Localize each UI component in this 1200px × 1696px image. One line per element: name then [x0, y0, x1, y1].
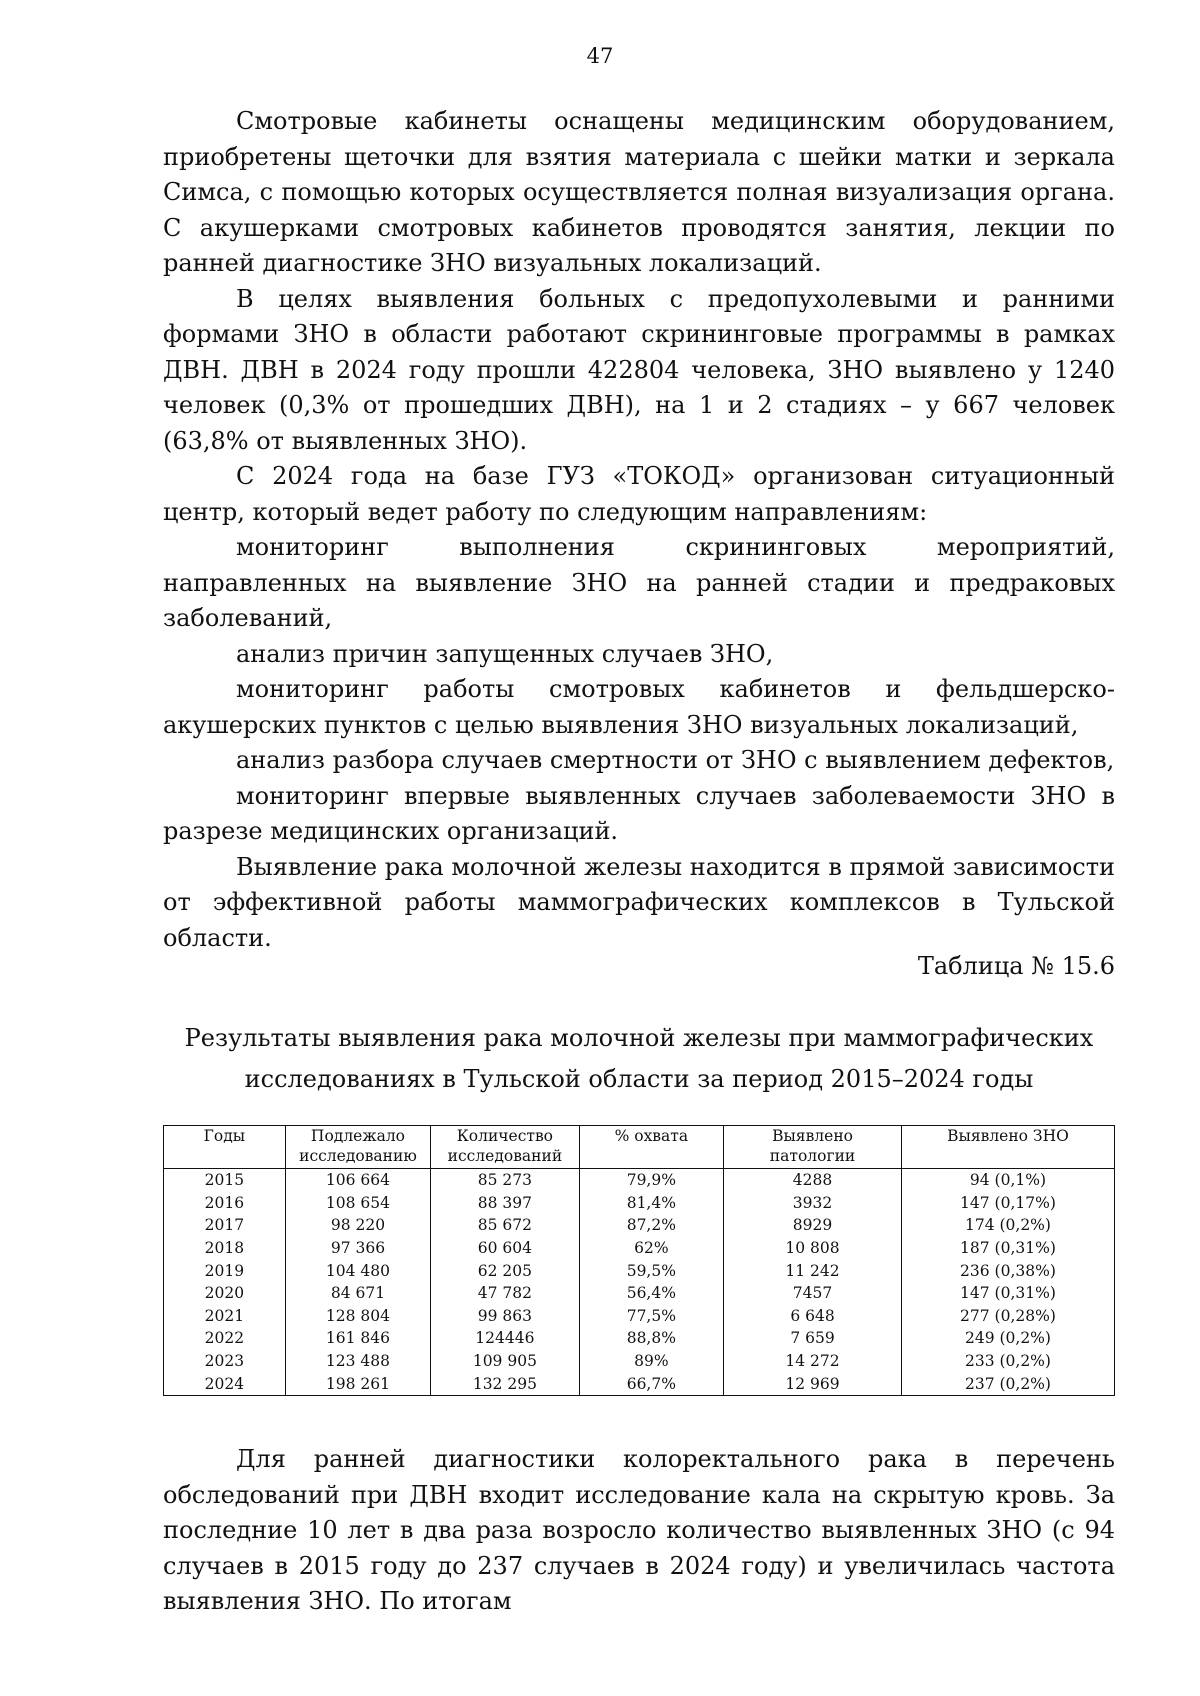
table-row: [164, 1305, 1115, 1328]
cell-year: 2018: [164, 1237, 286, 1260]
cell-subject: 104 480: [285, 1259, 431, 1282]
cell-year: 2021: [164, 1305, 286, 1328]
cell-malignancy: 249 (0,2%): [901, 1327, 1114, 1350]
paragraph-colorectal: Для ранней диагностики колоректального рака в перечень обследований при ДВН входит исследование кала на скрытую кровь. За последние 10 лет в два раза возросло количество выявленных ЗНО (с 94 случаев в 2015 году до 237 случаев в 2024 году) и увеличилась частота выявления ЗНО. По итогам: [163, 1445, 1115, 1615]
cell-subject: 98 220: [285, 1214, 431, 1237]
cell-coverage: 77,5%: [579, 1305, 724, 1328]
cell-malignancy: 233 (0,2%): [901, 1350, 1114, 1373]
table-row: [164, 1350, 1115, 1373]
list-item-analysis-causes: анализ причин запущенных случаев ЗНО,: [236, 639, 774, 668]
cell-count: 109 905: [431, 1350, 579, 1373]
cell-subject: 106 664: [285, 1169, 431, 1192]
list-item-monitoring-screening: мониторинг выполнения скрининговых мероприятий, направленных на выявление ЗНО на ранней стадии и предраковых заболеваний,: [163, 533, 1115, 632]
cell-subject: 161 846: [285, 1327, 431, 1350]
cell-year: 2015: [164, 1169, 286, 1192]
cell-pathology: 3932: [724, 1192, 902, 1215]
cell-malignancy: 187 (0,31%): [901, 1237, 1114, 1260]
cell-coverage: 66,7%: [579, 1372, 724, 1395]
cell-subject: 108 654: [285, 1192, 431, 1215]
table-header-row: [164, 1126, 1115, 1169]
table-row: [164, 1259, 1115, 1282]
cell-coverage: 87,2%: [579, 1214, 724, 1237]
header-years: Годы: [164, 1126, 286, 1169]
cell-count: 132 295: [431, 1372, 579, 1395]
cell-count: 124446: [431, 1327, 579, 1350]
list-item-monitoring-cabinets: мониторинг работы смотровых кабинетов и фельдшерско-акушерских пунктов с целью выявления ЗНО визуальных локализаций,: [163, 675, 1115, 739]
table-title-line: исследованиях в Тульской области за период 2015–2024 годы: [244, 1065, 1034, 1093]
cell-coverage: 81,4%: [579, 1192, 724, 1215]
cell-pathology: 6 648: [724, 1305, 902, 1328]
paragraph-equipment: Смотровые кабинеты оснащены медицинским оборудованием, приобретены щеточки для взятия материала с шейки матки и зеркала Симса, с помощью которых осуществляется полная визуализация органа. С акушерками смотровых кабинетов проводятся занятия, лекции по ранней диагностике ЗНО визуальных локализаций.: [163, 107, 1115, 277]
table-label: Таблица № 15.6: [917, 952, 1115, 980]
table-row: [164, 1237, 1115, 1260]
header-pathology: Выявлено патологии: [724, 1126, 902, 1169]
cell-count: 88 397: [431, 1192, 579, 1215]
cell-year: 2016: [164, 1192, 286, 1215]
cell-coverage: 62%: [579, 1237, 724, 1260]
list-item-analysis-mortality: анализ разбора случаев смертности от ЗНО с выявлением дефектов,: [236, 746, 1115, 774]
cell-year: 2023: [164, 1350, 286, 1373]
header-coverage: % охвата: [579, 1126, 724, 1169]
cell-count: 99 863: [431, 1305, 579, 1328]
cell-coverage: 89%: [579, 1350, 724, 1373]
cell-year: 2020: [164, 1282, 286, 1305]
cell-pathology: 4288: [724, 1169, 902, 1192]
cell-pathology: 8929: [724, 1214, 902, 1237]
cell-pathology: 14 272: [724, 1350, 902, 1373]
cell-malignancy: 94 (0,1%): [901, 1169, 1114, 1192]
table-title-line: Результаты выявления рака молочной железы при маммографических: [184, 1024, 1094, 1052]
table-row: [164, 1214, 1115, 1237]
table-row: [164, 1192, 1115, 1215]
cell-subject: 128 804: [285, 1305, 431, 1328]
cell-count: 60 604: [431, 1237, 579, 1260]
cell-malignancy: 147 (0,17%): [901, 1192, 1114, 1215]
cell-pathology: 7457: [724, 1282, 902, 1305]
cell-year: 2024: [164, 1372, 286, 1395]
cell-subject: 198 261: [285, 1372, 431, 1395]
table-title: [163, 1018, 1115, 1100]
mammography-results-table: [163, 1125, 1115, 1396]
cell-pathology: 11 242: [724, 1259, 902, 1282]
cell-malignancy: 277 (0,28%): [901, 1305, 1114, 1328]
cell-pathology: 12 969: [724, 1372, 902, 1395]
cell-malignancy: 174 (0,2%): [901, 1214, 1114, 1237]
cell-count: 85 273: [431, 1169, 579, 1192]
cell-subject: 84 671: [285, 1282, 431, 1305]
table-row: [164, 1327, 1115, 1350]
body-text-top: [163, 104, 1115, 956]
cell-coverage: 79,9%: [579, 1169, 724, 1192]
cell-count: 62 205: [431, 1259, 579, 1282]
table-row: [164, 1372, 1115, 1395]
cell-coverage: 88,8%: [579, 1327, 724, 1350]
cell-coverage: 56,4%: [579, 1282, 724, 1305]
table-row: [164, 1169, 1115, 1192]
table-row: [164, 1282, 1115, 1305]
cell-malignancy: 147 (0,31%): [901, 1282, 1114, 1305]
header-malignancy: Выявлено ЗНО: [901, 1126, 1114, 1169]
header-count: Количество исследований: [431, 1126, 579, 1169]
list-item-monitoring-incidence: мониторинг впервые выявленных случаев заболеваемости ЗНО в разрезе медицинских организаций.: [163, 781, 1115, 845]
header-subject: Подлежало исследованию: [285, 1126, 431, 1169]
cell-pathology: 7 659: [724, 1327, 902, 1350]
cell-count: 85 672: [431, 1214, 579, 1237]
cell-coverage: 59,5%: [579, 1259, 724, 1282]
cell-year: 2019: [164, 1259, 286, 1282]
cell-malignancy: 236 (0,38%): [901, 1259, 1114, 1282]
cell-year: 2022: [164, 1327, 286, 1350]
body-text-bottom: [163, 1442, 1115, 1620]
cell-subject: 123 488: [285, 1350, 431, 1373]
paragraph-situation-center: С 2024 года на базе ГУЗ «ТОКОД» организован ситуационный центр, который ведет работу по следующим направлениям:: [163, 462, 1115, 526]
cell-pathology: 10 808: [724, 1237, 902, 1260]
cell-year: 2017: [164, 1214, 286, 1237]
paragraph-screening: В целях выявления больных с предопухолевыми и ранними формами ЗНО в области работают скрининговые программы в рамках ДВН. ДВН в 2024 году прошли 422804 человека, ЗНО выявлено у 1240 человек (0,3% от прошедших ДВН), на 1 и 2 стадиях – у 667 человек (63,8% от выявленных ЗНО).: [163, 284, 1115, 455]
cell-subject: 97 366: [285, 1237, 431, 1260]
cell-count: 47 782: [431, 1282, 579, 1305]
cell-malignancy: 237 (0,2%): [901, 1372, 1114, 1395]
page-number: 47: [586, 44, 614, 68]
paragraph-mammography: Выявление рака молочной железы находится в прямой зависимости от эффективной работы маммографических комплексов в Тульской области.: [163, 852, 1115, 952]
